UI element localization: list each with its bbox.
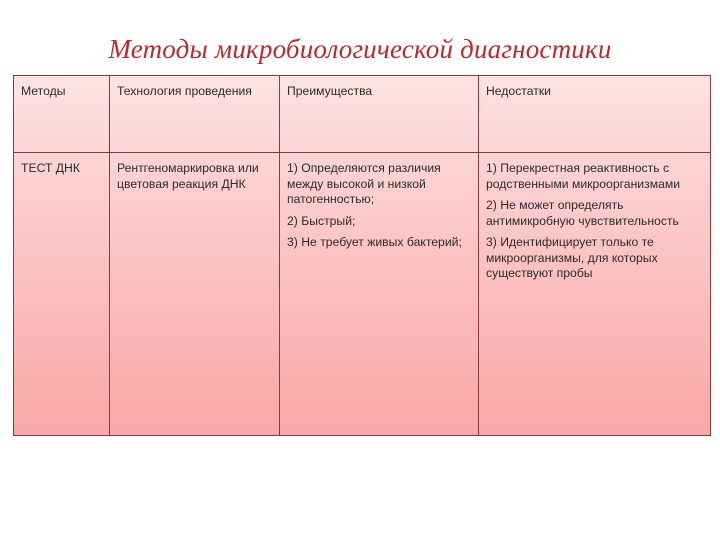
header-disadvantages: Недостатки [479,76,711,153]
table-header-row [14,76,711,153]
advantage-item: 3) Не требует живых бактерий; [287,235,462,249]
disadvantage-item: 3) Идентифицирует только те микроорганизмы, для которых существуют пробы [486,235,658,280]
header-methods: Методы [14,76,110,153]
header-advantages: Преимущества [280,76,479,153]
advantage-item: 1) Определяются различия между высокой и низкой патогенностью; [287,161,441,206]
cell-advantages [280,153,479,436]
advantage-item: 2) Быстрый; [287,213,356,228]
cell-technology: Рентгеномаркировка или цветовая реакция ДНК [110,153,280,436]
methods-table [13,75,711,436]
disadvantage-item: 1) Перекрестная реактивность с родственными микроорганизмами [486,161,681,191]
cell-disadvantages [479,153,711,436]
cell-method: ТЕСТ ДНК [14,153,110,436]
disadvantage-item: 2) Не может определять антимикробную чувствительность [486,198,679,228]
table-row [14,153,711,436]
header-technology: Технология проведения [110,76,280,153]
slide-title: Методы микробиологической диагностики [108,34,612,64]
